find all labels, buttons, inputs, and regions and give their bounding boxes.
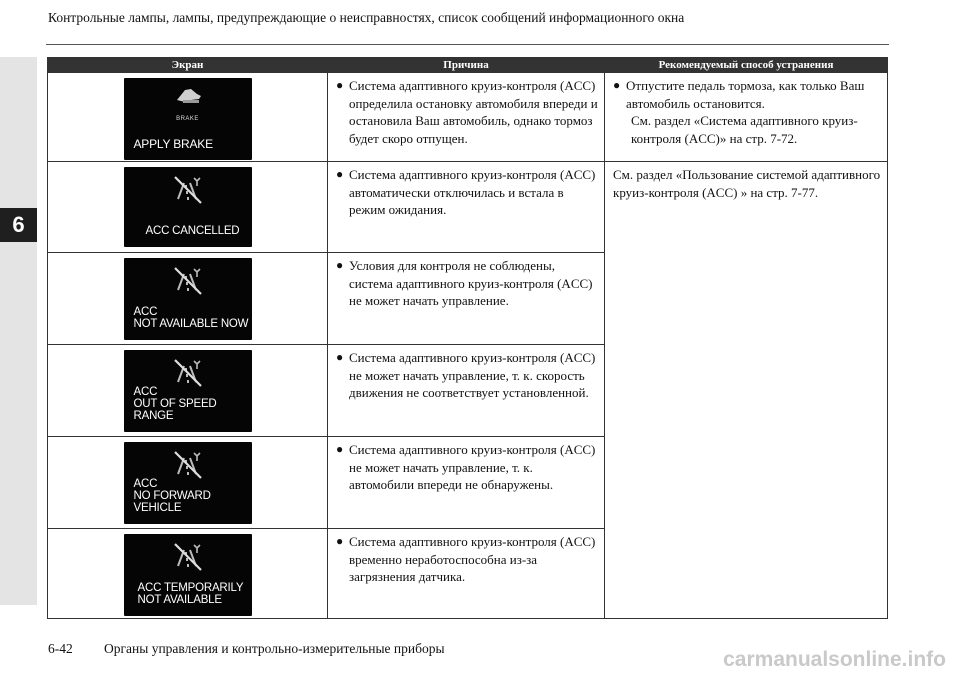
screen-message: ACC NO FORWARD VEHICLE <box>133 478 211 514</box>
cause-cell <box>328 253 605 345</box>
acc-off-icon <box>169 173 207 209</box>
message-table <box>47 57 888 619</box>
bullet-icon: ● <box>336 442 344 456</box>
screen-message: APPLY BRAKE <box>133 137 213 151</box>
page-footer <box>48 641 445 657</box>
display-screen <box>124 442 252 524</box>
display-screen <box>124 350 252 432</box>
display-screen <box>124 167 252 247</box>
bullet-icon: ● <box>336 167 344 181</box>
header-title: Контрольные лампы, лампы, предупреждающие о неисправностях, список сообщений информационного окна <box>48 10 685 25</box>
cause-cell <box>328 529 605 619</box>
screen-cell <box>48 529 328 619</box>
screen-message: ACC TEMPORARILY NOT AVAILABLE <box>137 582 244 606</box>
remedy-text: См. раздел «Пользование системой адаптивного круиз-контроля (ACC) » на стр. 7-77. <box>613 167 881 200</box>
acc-off-icon <box>169 264 207 300</box>
footer-section: Органы управления и контрольно-измерительные приборы <box>104 641 445 656</box>
header-rule <box>46 44 889 45</box>
remedy-cell <box>605 73 888 162</box>
table-row <box>48 73 888 162</box>
display-screen <box>124 78 252 160</box>
brake-icon-label: BRAKE <box>176 115 199 122</box>
screen-message: ACC CANCELLED <box>145 225 240 237</box>
table-header <box>48 58 888 73</box>
screen-cell <box>48 73 328 162</box>
screen-cell <box>48 253 328 345</box>
chapter-tab: 6 <box>0 208 37 242</box>
screen-message: ACC OUT OF SPEED RANGE <box>133 386 217 422</box>
brake-pedal-icon <box>169 86 207 122</box>
cause-cell <box>328 437 605 529</box>
cause-cell <box>328 162 605 253</box>
cause-text: Система адаптивного круиз-контроля (ACC) временно неработоспособна из-за загрязнения датчика. <box>349 534 596 584</box>
display-screen <box>124 258 252 340</box>
screen-message: ACC NOT AVAILABLE NOW <box>133 306 249 330</box>
column-header-cause: Причина <box>328 58 605 73</box>
remedy-text: Отпустите педаль тормоза, как только Ваш автомобиль остановится. <box>626 78 865 111</box>
bullet-icon: ● <box>336 258 344 272</box>
column-header-remedy: Рекомендуемый способ устранения <box>605 58 888 73</box>
screen-cell <box>48 345 328 437</box>
cause-text: Система адаптивного круиз-контроля (ACC) определила остановку автомобиля впереди и остановила Ваш автомобиль, однако тормоз будет скоро отпущен. <box>349 78 598 146</box>
cause-cell <box>328 73 605 162</box>
cause-text: Условия для контроля не соблюдены, система адаптивного круиз-контроля (ACC) не может начать управление. <box>349 258 593 308</box>
cause-text: Система адаптивного круиз-контроля (ACC) не может начать управление, т. к. скорость движения не соответствует установленной. <box>349 350 596 400</box>
table-row <box>48 162 888 253</box>
acc-off-icon <box>169 540 207 576</box>
bullet-icon: ● <box>336 350 344 364</box>
page-number: 6-42 <box>48 641 73 656</box>
screen-cell <box>48 162 328 253</box>
bullet-icon: ● <box>336 78 344 92</box>
remedy-cell <box>605 162 888 619</box>
cause-cell <box>328 345 605 437</box>
watermark: carmanualsonline.info <box>723 648 946 671</box>
display-screen <box>124 534 252 616</box>
cause-text: Система адаптивного круиз-контроля (ACC) не может начать управление, т. к. автомобили впереди не обнаружены. <box>349 442 596 492</box>
remedy-reference: См. раздел «Система адаптивного круиз-контроля (ACC)» на стр. 7-72. <box>631 113 858 146</box>
bullet-icon: ● <box>336 534 344 548</box>
column-header-screen: Экран <box>48 58 328 73</box>
bullet-icon: ● <box>613 78 621 92</box>
cause-text: Система адаптивного круиз-контроля (ACC) автоматически отключилась и встала в режим ожидания. <box>349 167 596 217</box>
screen-cell <box>48 437 328 529</box>
side-bar <box>0 57 37 605</box>
